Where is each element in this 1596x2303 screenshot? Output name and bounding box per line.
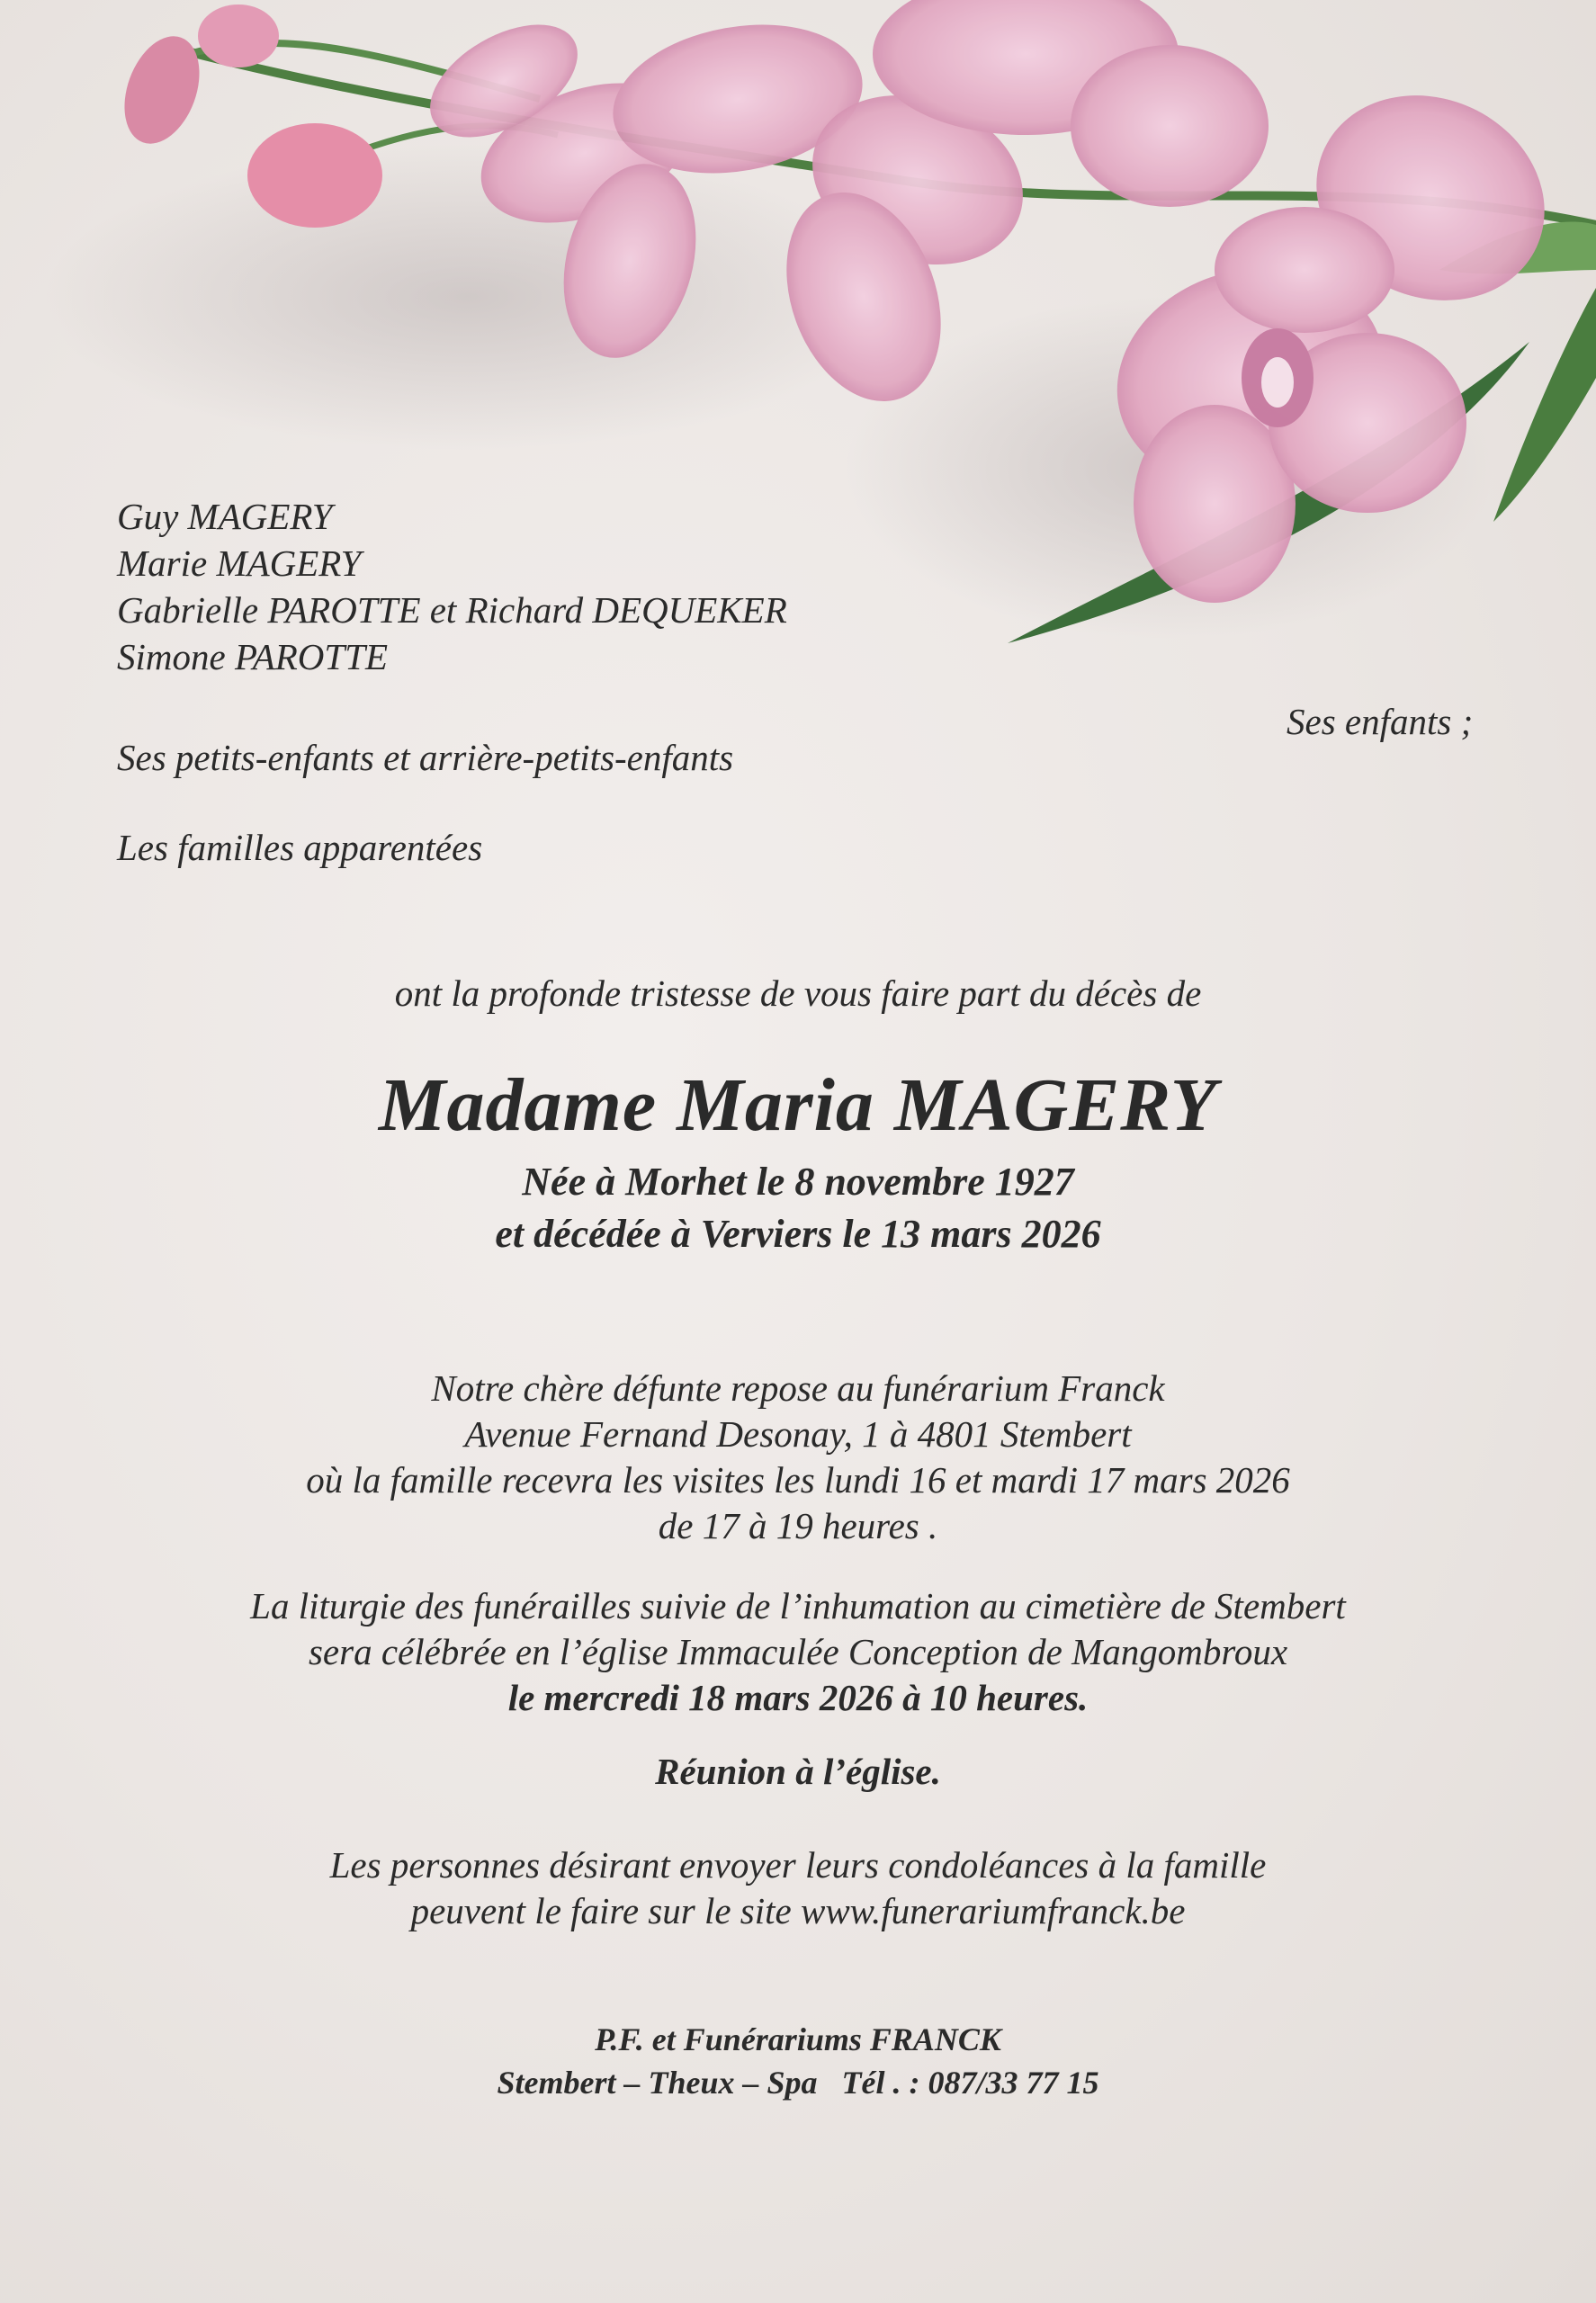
funeral-home-info	[0, 2018, 1596, 2104]
grandchildren-line: Ses petits-enfants et arrière-petits-enfants	[117, 737, 734, 778]
liturgy-line: sera célébrée en l’église Immaculée Conception de Mangombroux	[308, 1631, 1288, 1672]
condolences-website-line: peuvent le faire sur le site www.funerariumfranck.be	[410, 1890, 1186, 1931]
reunion-note: Réunion à l’église.	[655, 1751, 941, 1792]
visitation-line: où la famille recevra les visites les lundi 16 et mardi 17 mars 2026	[306, 1459, 1290, 1501]
death-line: et décédée à Verviers le 13 mars 2026	[495, 1212, 1101, 1256]
child-name: Guy MAGERY	[117, 496, 333, 537]
children-names-list	[117, 493, 787, 680]
child-name: Gabrielle PAROTTE et Richard DEQUEKER	[117, 589, 787, 631]
announcement-text: ont la profonde tristesse de vous faire part du décès de	[394, 972, 1202, 1014]
child-name: Simone PAROTTE	[117, 636, 389, 677]
liturgy-info	[0, 1583, 1596, 1721]
birth-death-details	[0, 1156, 1596, 1260]
liturgy-line: La liturgie des funérailles suivie de l’inhumation au cimetière de Stembert	[250, 1585, 1346, 1626]
condolences-info	[0, 1842, 1596, 1934]
deceased-name: Madame Maria MAGERY	[378, 1063, 1218, 1147]
visitation-line: Notre chère défunte repose au funérarium Franck	[431, 1367, 1165, 1409]
relatives-line: Les familles apparentées	[117, 827, 483, 868]
liturgy-date: le mercredi 18 mars 2026 à 10 heures.	[507, 1677, 1089, 1718]
visitation-info	[0, 1366, 1596, 1549]
condolences-line: Les personnes désirant envoyer leurs condoléances à la famille	[329, 1844, 1267, 1886]
visitation-line: de 17 à 19 heures .	[658, 1505, 938, 1546]
children-label: Ses enfants ;	[1287, 701, 1474, 742]
visitation-line: Avenue Fernand Desonay, 1 à 4801 Stembert	[464, 1413, 1132, 1455]
funeral-home-contact: Stembert – Theux – Spa Tél . : 087/33 77 15	[497, 2065, 1099, 2101]
funeral-home-name: P.F. et Funérariums FRANCK	[595, 2021, 1001, 2057]
child-name: Marie MAGERY	[117, 542, 362, 584]
birth-line: Née à Morhet le 8 novembre 1927	[522, 1160, 1074, 1204]
